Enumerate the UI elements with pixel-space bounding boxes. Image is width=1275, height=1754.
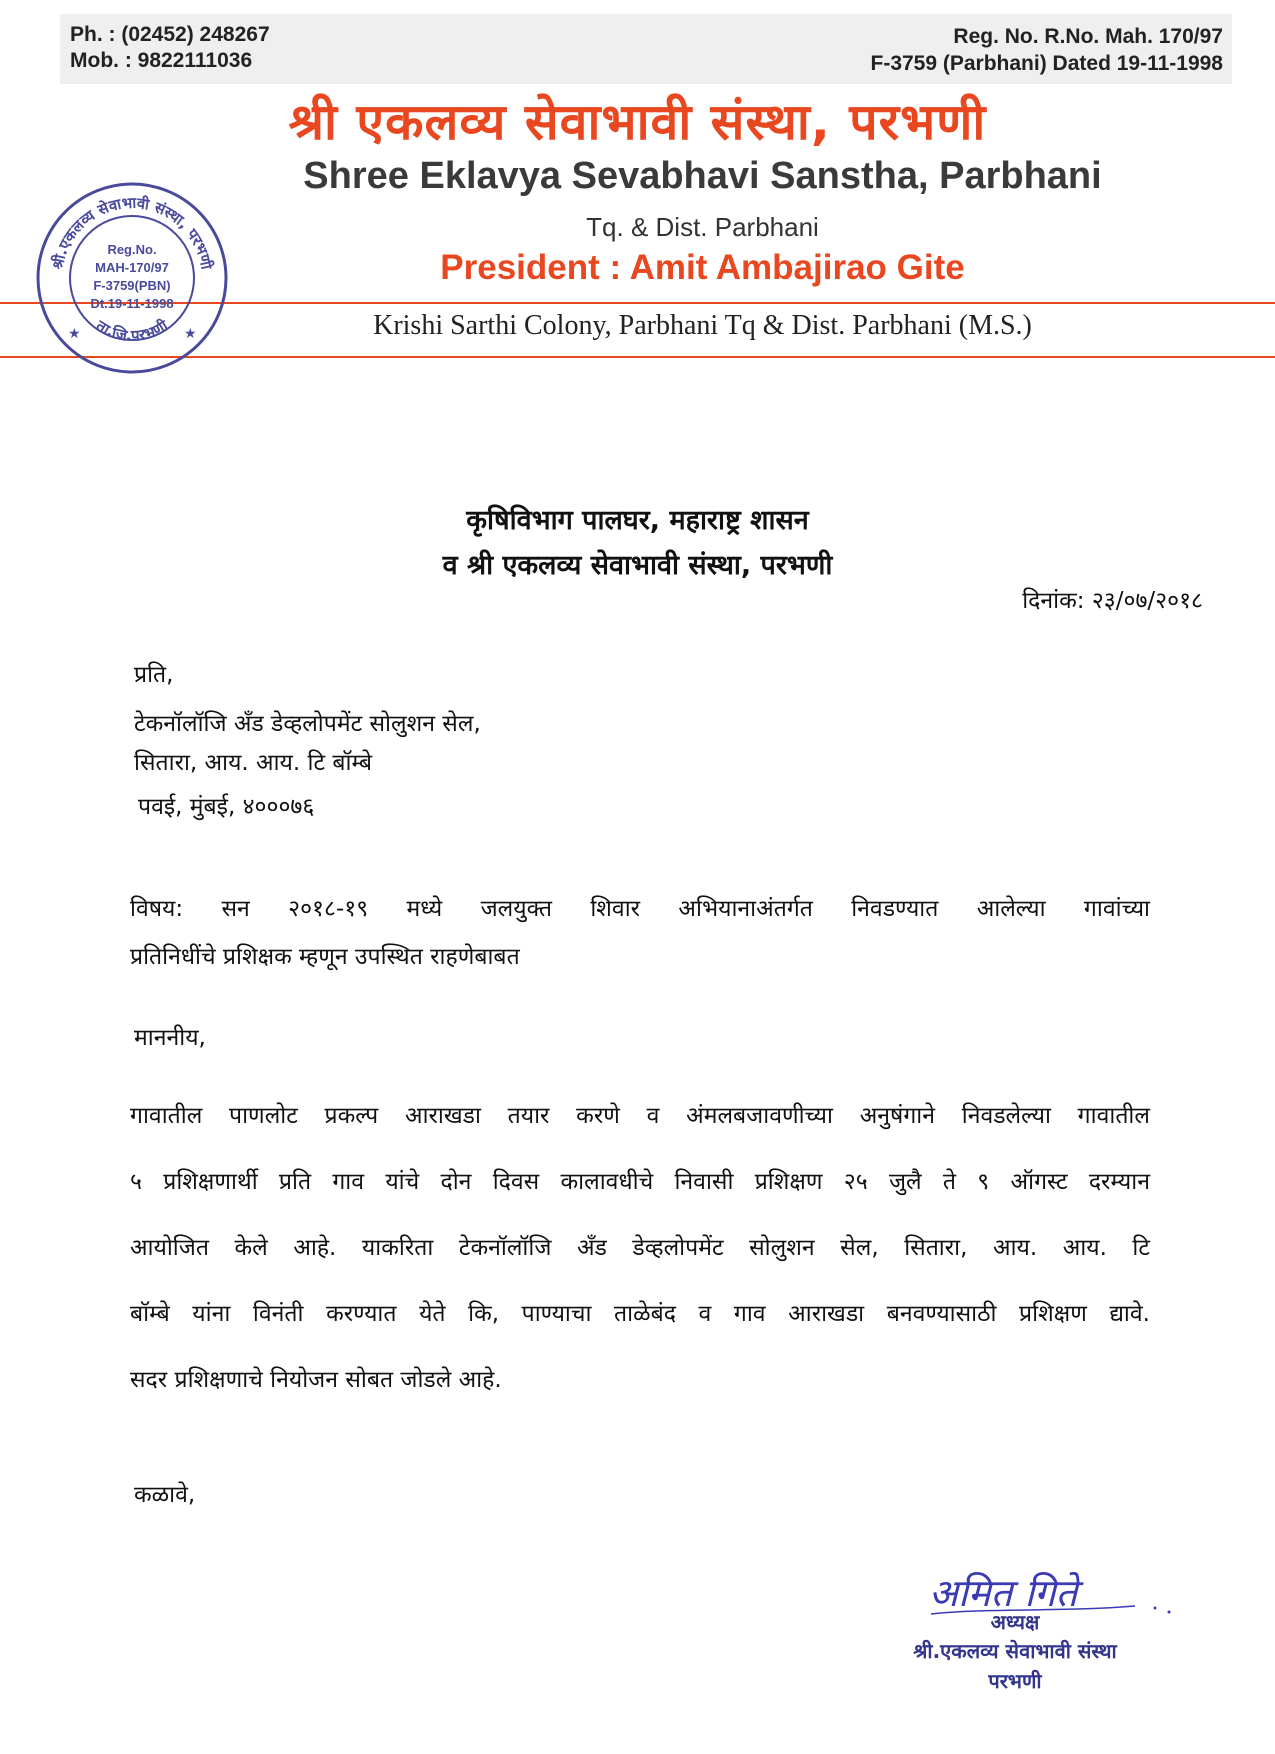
mobile-number: Mob. : 9822111036 — [70, 49, 253, 72]
phone-number: Ph. : (02452) 248267 — [70, 23, 270, 46]
registration-details: F-3759 (Parbhani) Dated 19-11-1998 — [870, 52, 1223, 75]
president-line: President : Amit Ambajirao Gite — [440, 248, 965, 287]
organization-seal — [32, 178, 232, 378]
recipient-line: सितारा, आय. आय. टि बॉम्बे — [134, 750, 373, 776]
seal-star-icon: ★ — [68, 326, 81, 342]
recipient-line: टेकनॉलॉजि अँड डेव्हलोपमेंट सोलुशन सेल, — [134, 711, 481, 737]
body-line: ५ प्रशिक्षणार्थी प्रति गाव यांचे दोन दिवस कालावधीचे निवासी प्रशिक्षण २५ जुलै ते ९ ऑगस्ट दरम्यान — [130, 1169, 1150, 1195]
body-line: आयोजित केले आहे. याकरिता टेकनॉलॉजि अँड डेव्हलोपमेंट सोलुशन सेल, सितारा, आय. आय. टि — [130, 1235, 1150, 1261]
subject-line: प्रतिनिधींचे प्रशिक्षक म्हणून उपस्थित राहणेबाबत — [130, 944, 520, 970]
seal-star-icon: ★ — [184, 326, 197, 342]
registration-number: Reg. No. R.No. Mah. 170/97 — [953, 25, 1223, 48]
seal-ring-text: श्री.एकलव्य सेवाभावी संस्था, परभणी — [48, 193, 216, 271]
signatory-place: परभणी — [988, 1669, 1042, 1693]
seal-line: Reg.No. — [107, 242, 157, 257]
org-name-english: Shree Eklavya Sevabhavi Sanstha, Parbhani — [303, 155, 1102, 197]
letter-body — [130, 1083, 1150, 1413]
salutation: माननीय, — [134, 1025, 206, 1051]
org-name-marathi: श्री एकलव्य सेवाभावी संस्था, परभणी — [288, 93, 987, 151]
closing: कळावे, — [134, 1482, 196, 1508]
svg-text:ता.जि.परभणी — [92, 316, 172, 345]
seal-bottom-text: ता.जि.परभणी — [93, 316, 171, 345]
letter-date: दिनांक: २३/०७/२०१८ — [1022, 588, 1203, 614]
subject — [130, 885, 1150, 981]
signatory-organization: श्री.एकलव्य सेवाभावी संस्था — [913, 1639, 1117, 1663]
signatory-title: अध्यक्ष — [990, 1610, 1040, 1634]
recipient-line: पवई, मुंबई, ४०००७६ — [138, 794, 315, 820]
district-line: Tq. & Dist. Parbhani — [586, 212, 819, 242]
seal-line: MAH-170/97 — [95, 260, 169, 275]
signature-text: अमित गिते — [929, 1571, 1078, 1615]
seal-line: F-3759(PBN) — [93, 278, 171, 293]
subject-line: विषय: सन २०१८-१९ मध्ये जलयुक्त शिवार अभियानाअंतर्गत निवडण्यात आलेल्या गावांच्या — [130, 896, 1150, 922]
seal-line: Dt.19-11-1998 — [90, 296, 174, 311]
letter-heading-line1: कृषिविभाग पालघर, महाराष्ट्र शासन — [466, 505, 809, 536]
body-line: गावातील पाणलोट प्रकल्प आराखडा तयार करणे व अंमलबजावणीच्या अनुषंगाने निवडलेल्या गावातील — [130, 1103, 1150, 1129]
letter-heading-line2: व श्री एकलव्य सेवाभावी संस्था, परभणी — [442, 550, 833, 581]
body-line: बॉम्बे यांना विनंती करण्यात येते कि, पाण्याचा ताळेबंद व गाव आराखडा बनवण्यासाठी प्रशिक्षण द्यावे. — [130, 1301, 1150, 1327]
recipient-label: प्रति, — [134, 662, 174, 688]
body-line: सदर प्रशिक्षणाचे नियोजन सोबत जोडले आहे. — [130, 1367, 502, 1393]
org-address: Krishi Sarthi Colony, Parbhani Tq & Dist. Parbhani (M.S.) — [373, 310, 1032, 341]
